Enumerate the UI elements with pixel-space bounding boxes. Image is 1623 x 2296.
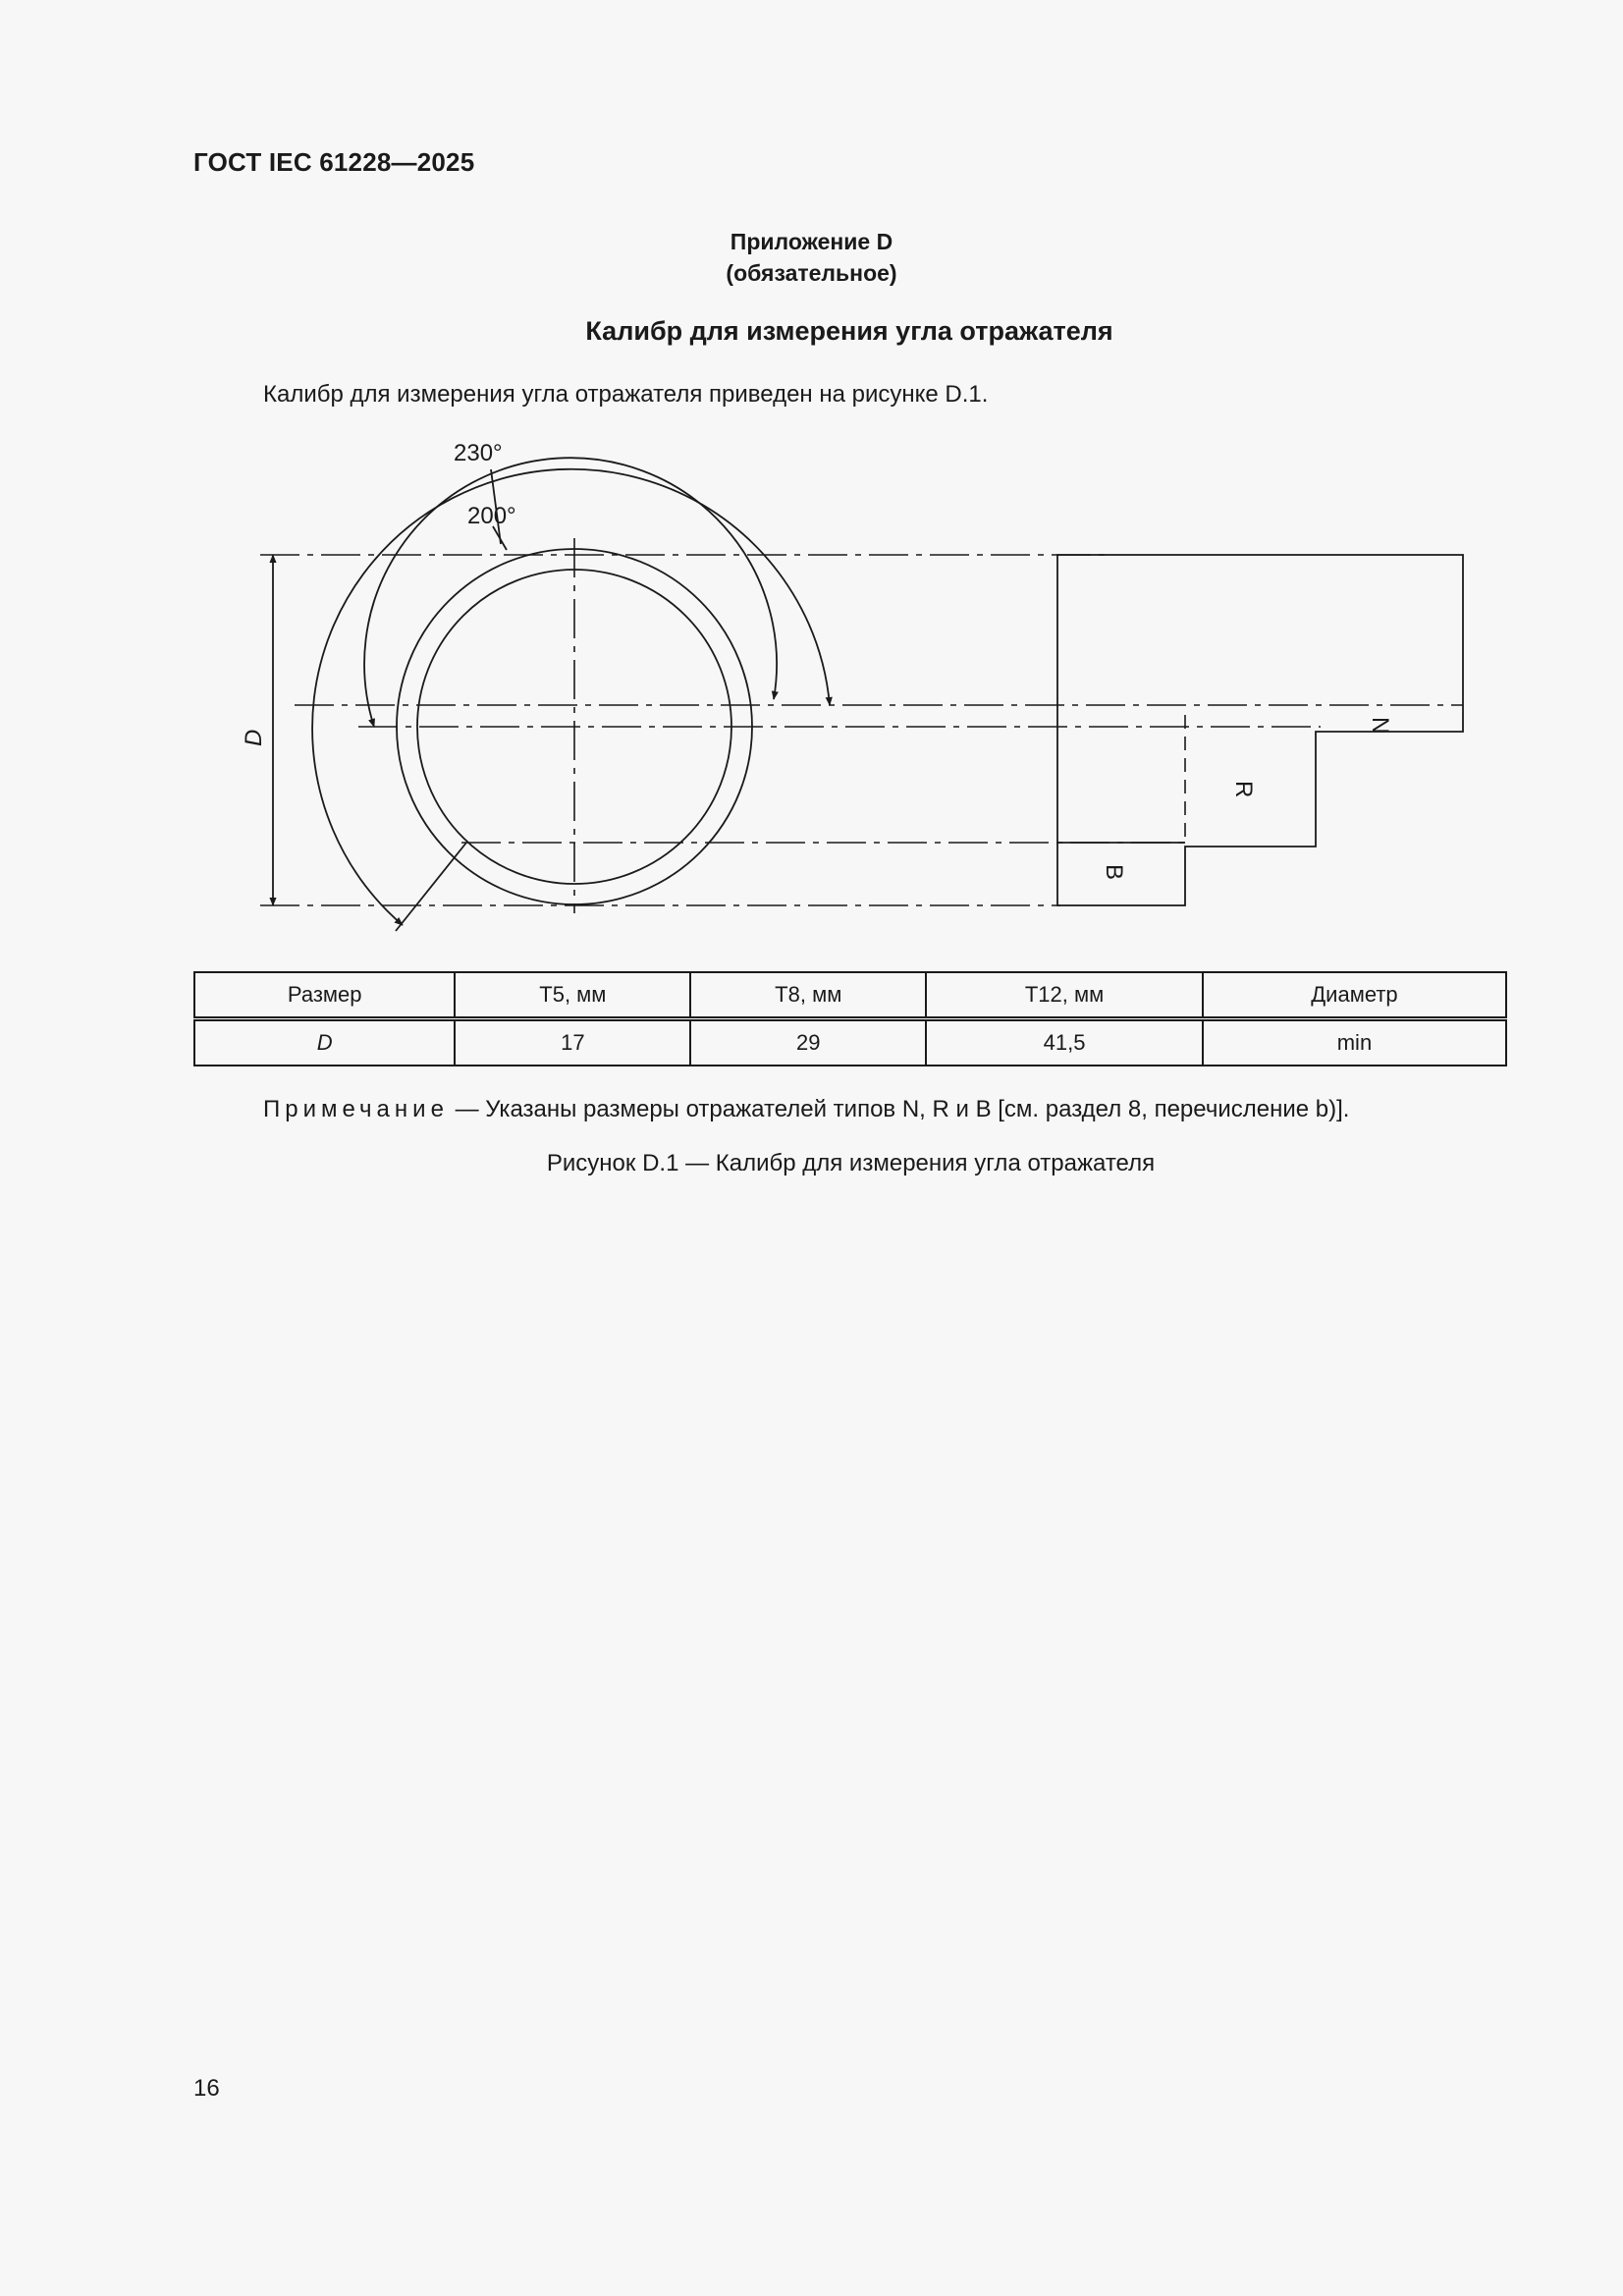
table-row <box>194 1019 1506 1066</box>
stepped-block <box>1057 555 1463 905</box>
step-r-label: R <box>1230 781 1257 798</box>
inner-ring <box>417 570 731 884</box>
table-header-cell: Т8, мм <box>690 972 926 1019</box>
table-cell: 41,5 <box>926 1019 1203 1066</box>
figure-caption: Рисунок D.1 — Калибр для измерения угла отражателя <box>546 1150 1156 1176</box>
dimension-d-label: D <box>241 729 267 746</box>
annex-heading <box>0 226 1623 289</box>
page-number: 16 <box>193 2075 220 2102</box>
table-cell: 17 <box>455 1019 690 1066</box>
table-cell: min <box>1203 1019 1506 1066</box>
table-header-cell: Т12, мм <box>926 972 1203 1019</box>
arc-230 <box>312 469 830 925</box>
note-text: — Указаны размеры отражателей типов N, R и B [см. раздел 8, перечисление b)]. <box>448 1096 1350 1122</box>
section-title: Калибр для измерения угла отражателя <box>585 316 1113 346</box>
angle-230-label: 230° <box>454 440 503 466</box>
table-header-cell: Т5, мм <box>455 972 690 1019</box>
note-label: Примечание <box>263 1096 449 1122</box>
centerlines <box>260 538 1463 913</box>
step-b-label: B <box>1101 864 1127 881</box>
table-header-cell: Размер <box>194 972 455 1019</box>
table-header-row <box>194 972 1506 1019</box>
table-cell: D <box>194 1019 455 1066</box>
annex-status: (обязательное) <box>726 260 897 286</box>
table-header-cell: Диаметр <box>1203 972 1506 1019</box>
outer-ring <box>397 549 752 904</box>
document-code: ГОСТ IEC 61228—2025 <box>193 147 475 177</box>
figure-note <box>263 1096 1349 1123</box>
annex-title: Приложение D <box>730 229 893 254</box>
step-n-label: N <box>1367 717 1393 735</box>
arc-200 <box>364 458 777 727</box>
intro-paragraph: Калибр для измерения угла отражателя приведен на рисунке D.1. <box>263 381 989 408</box>
angle-200-label: 200° <box>467 503 516 529</box>
table-cell: 29 <box>690 1019 926 1066</box>
dimensions-table <box>193 971 1507 1066</box>
